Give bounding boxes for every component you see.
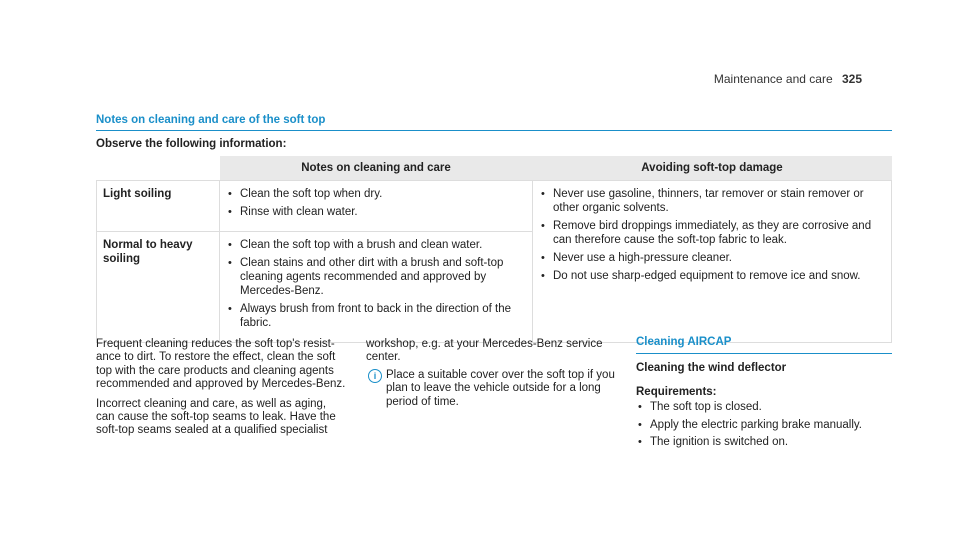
damage-notes — [533, 181, 892, 343]
row-label-heavy-soiling: Normal to heavy soiling — [97, 232, 220, 343]
row-label-light-soiling: Light soiling — [97, 181, 220, 232]
list-item: • Clean stains and other dirt with a brush and soft-top cleaning agents recommended and approved by Mercedes-Benz. — [226, 256, 526, 298]
body-paragraph: Frequent cleaning reduces the soft top's resist-ance to dirt. To restore the effect, clean the soft top with the care products and cleaning agents recommended and approved by Mercedes-Benz. — [96, 338, 346, 391]
list-item: • Clean the soft top with a brush and clean water. — [226, 238, 526, 252]
table-header-cleaning: Notes on cleaning and care — [220, 156, 533, 181]
list-item: • The soft top is closed. — [636, 401, 892, 414]
table-header-damage: Avoiding soft-top damage — [533, 156, 892, 181]
table-header-empty — [97, 156, 220, 181]
body-column-1 — [96, 338, 346, 444]
aircap-section — [636, 336, 892, 453]
body-column-2 — [366, 338, 616, 409]
list-item: • Never use gasoline, thinners, tar remover or stain remover or other organic solvents. — [539, 187, 885, 215]
observe-text: Observe the following information: — [96, 138, 287, 150]
list-item: • Do not use sharp-edged equipment to remove ice and snow. — [539, 269, 885, 283]
list-item: • Clean the soft top when dry. — [226, 187, 526, 201]
list-item: • Never use a high-pressure cleaner. — [539, 251, 885, 265]
note-block — [366, 369, 616, 409]
table-header-row — [97, 156, 892, 181]
body-paragraph: Incorrect cleaning and care, as well as aging, can cause the soft-top seams to leak. Have the soft-top seams sealed at a qualified specialist — [96, 397, 336, 437]
light-soiling-notes — [220, 181, 533, 232]
body-paragraph: workshop, e.g. at your Mercedes-Benz service center. — [366, 338, 603, 364]
heavy-soiling-notes — [220, 232, 533, 343]
chapter-name: Maintenance and care — [713, 72, 833, 86]
table-row — [97, 181, 892, 232]
list-item: • The ignition is switched on. — [636, 436, 892, 449]
note-text: Place a suitable cover over the soft top if you plan to leave the vehicle outside for a long period of time. — [386, 368, 615, 408]
wind-deflector-heading: Cleaning the wind deflector — [636, 362, 787, 375]
info-icon: i — [368, 369, 382, 383]
requirements-label: Requirements: — [636, 385, 717, 398]
page-header — [714, 72, 862, 86]
list-item: • Apply the electric parking brake manually. — [636, 419, 892, 432]
list-item: • Rinse with clean water. — [226, 205, 526, 219]
aircap-title: Cleaning AIRCAP — [636, 336, 892, 354]
cleaning-table — [96, 156, 892, 343]
requirements-list — [636, 401, 892, 449]
list-item: • Always brush from front to back in the direction of the fabric. — [226, 302, 526, 330]
list-item: • Remove bird droppings immediately, as they are corrosive and can therefore cause the soft-top fabric to leak. — [539, 219, 885, 247]
page-number: 325 — [841, 72, 862, 86]
section-title: Notes on cleaning and care of the soft top — [96, 114, 892, 131]
